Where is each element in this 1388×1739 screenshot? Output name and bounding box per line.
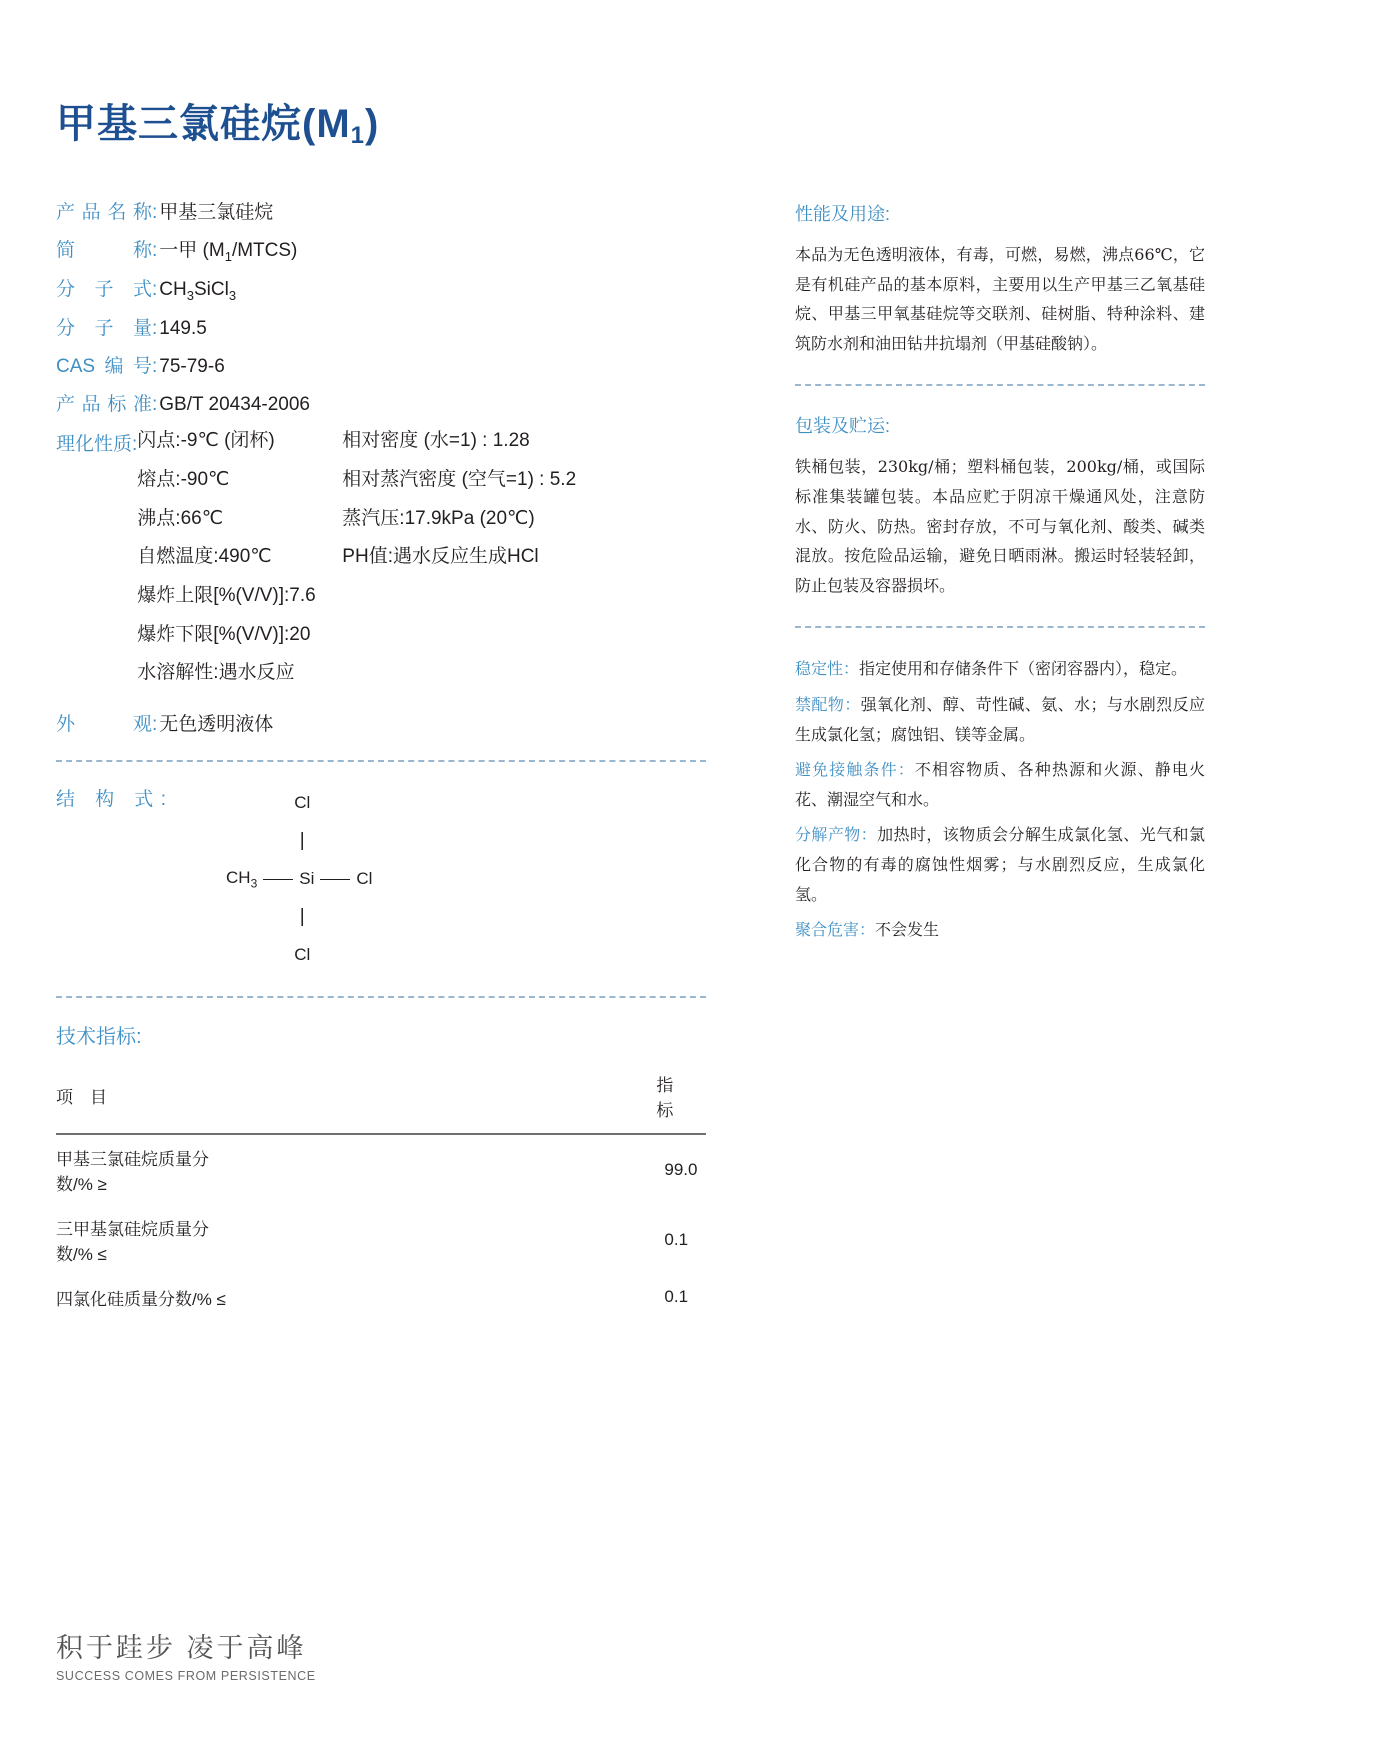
safety-incompatible bbox=[795, 690, 1205, 749]
phys-item: 沸点:66℃ bbox=[137, 507, 224, 529]
field-label: 简 称 bbox=[56, 239, 152, 261]
phys-item: 蒸汽压:17.9kPa (20℃) bbox=[342, 507, 535, 529]
structure-atom-left: $CH_3$ bbox=[226, 867, 258, 890]
field-value: 一甲 $(M_1/MTCS)$ bbox=[159, 239, 298, 264]
structure-bond-vertical-top: | bbox=[299, 830, 305, 852]
safety-label: 避免接触条件： bbox=[795, 760, 915, 780]
structure-diagram bbox=[226, 784, 372, 974]
safety-text: 加热时，该物质会分解生成氯化氢、光气和氯化合物的有毒的腐蚀性烟雾；与水剧烈反应，生成氯化氢。 bbox=[795, 825, 1205, 904]
table-header-row bbox=[56, 1071, 706, 1134]
table-cell-item: 三甲基氯硅烷质量分数/% ≤ bbox=[56, 1219, 209, 1264]
physical-col-2 bbox=[342, 429, 672, 700]
field-colon: : bbox=[152, 202, 158, 223]
field-product-name bbox=[56, 200, 706, 226]
table-header-item: 项 目 bbox=[56, 1088, 107, 1108]
phys-item: 水溶解性:遇水反应 bbox=[137, 662, 295, 684]
field-colon: : bbox=[152, 278, 158, 300]
tech-spec-table bbox=[56, 1071, 706, 1314]
field-label: 分 子 式 bbox=[56, 278, 152, 300]
field-colon: : bbox=[152, 239, 158, 261]
page-title-tail: ) bbox=[365, 102, 380, 146]
field-label: 分 子 量 bbox=[56, 318, 152, 340]
table-header-spec: 指 标 bbox=[656, 1075, 691, 1120]
structure-middle-row bbox=[226, 860, 372, 898]
table-cell-spec: 0.1 bbox=[664, 1287, 689, 1307]
performance-text: 本品为无色透明液体，有毒，可燃，易燃，沸点66℃，它是有机硅产品的基本原料，主要用以生产甲基三乙氧基硅烷、甲基三甲氧基硅烷等交联剂、硅树脂、特种涂料、建筑防水剂和油田钻井抗塌剂（甲基硅酸钠）。 bbox=[795, 245, 1205, 353]
field-label: CAS编号 bbox=[56, 355, 152, 377]
page-title-main: 甲基三氯硅烷(M bbox=[56, 102, 351, 146]
phys-item: PH值:遇水反应生成HCl bbox=[342, 546, 539, 568]
field-colon: : bbox=[152, 393, 158, 415]
table-cell-item: 甲基三氯硅烷质量分数/% ≥ bbox=[56, 1149, 209, 1194]
field-label: 外 观 bbox=[56, 714, 152, 736]
footer-slogan-en: SUCCESS COMES FROM PERSISTENCE bbox=[56, 1669, 316, 1683]
field-value: GB/T 20434-2006 bbox=[159, 393, 310, 415]
structure-atom-center: Si bbox=[299, 869, 315, 889]
divider bbox=[795, 626, 1205, 628]
phys-item: 相对蒸汽密度 (空气=1) : 5.2 bbox=[342, 468, 577, 490]
structure-bond-left bbox=[263, 879, 293, 880]
field-molecular-formula bbox=[56, 277, 706, 304]
physical-properties bbox=[56, 429, 706, 700]
table-cell-item: 四氯化硅质量分数/% ≤ bbox=[56, 1289, 226, 1309]
field-colon: : bbox=[152, 714, 158, 736]
performance-heading: 性能及用途: bbox=[795, 204, 891, 224]
field-colon: : bbox=[152, 318, 158, 340]
structural-formula bbox=[56, 784, 706, 974]
field-molecular-weight bbox=[56, 316, 706, 342]
phys-item: 闪点:-9℃ (闭杯) bbox=[137, 430, 275, 452]
field-value: 149.5 bbox=[159, 318, 207, 340]
divider bbox=[795, 384, 1205, 386]
page-title-subscript: 1 bbox=[350, 122, 365, 149]
structure-bond-right bbox=[320, 879, 350, 880]
phys-item: 自燃温度:490℃ bbox=[137, 546, 272, 568]
field-product-standard bbox=[56, 392, 706, 418]
field-appearance bbox=[56, 712, 706, 738]
divider bbox=[56, 996, 706, 998]
table-row bbox=[56, 1275, 706, 1314]
footer-slogan-cn: 积于跬步 凌于高峰 bbox=[56, 1633, 307, 1663]
safety-label: 分解产物： bbox=[795, 825, 878, 845]
safety-avoid-contact bbox=[795, 755, 1205, 814]
safety-text: 强氧化剂、醇、苛性碱、氨、水；与水剧烈反应生成氯化氢；腐蚀铝、镁等金属。 bbox=[795, 694, 1205, 744]
physical-properties-label: 理化性质: bbox=[56, 434, 138, 456]
safety-decomposition bbox=[795, 820, 1205, 909]
field-label: 产品名称 bbox=[56, 202, 152, 223]
page-title bbox=[56, 92, 379, 149]
phys-item: 爆炸上限[%(V/V)]:7.6 bbox=[137, 585, 316, 606]
field-value: $CH_3SiCl_3$ bbox=[159, 278, 237, 303]
safety-text: 不会发生 bbox=[875, 920, 940, 940]
field-cas-number bbox=[56, 354, 706, 380]
field-value: 甲基三氯硅烷 bbox=[159, 202, 274, 223]
tech-spec-heading: 技术指标: bbox=[56, 1025, 142, 1048]
structural-formula-label: 结 构 式: bbox=[56, 788, 166, 810]
phys-item: 相对密度 (水=1) : 1.28 bbox=[342, 430, 530, 452]
phys-item: 爆炸下限[%(V/V)]:20 bbox=[137, 623, 311, 645]
safety-label: 稳定性： bbox=[795, 659, 860, 679]
safety-stability bbox=[795, 654, 1205, 684]
left-column bbox=[56, 200, 706, 1314]
table-cell-spec: 99.0 bbox=[664, 1159, 698, 1179]
packaging-text: 铁桶包装，230kg/桶；塑料桶包装，200kg/桶，或国际标准集装罐包装。本品应贮于阴凉干燥通风处，注意防水、防火、防热。密封存放，不可与氧化剂、酸类、碱类混放。按危险品运输，避免日晒雨淋。搬运时轻装轻卸，防止包装及容器损坏。 bbox=[795, 457, 1205, 595]
footer bbox=[56, 1626, 316, 1683]
table-row bbox=[56, 1205, 706, 1275]
field-value: 无色透明液体 bbox=[159, 714, 274, 736]
right-column bbox=[795, 200, 1205, 951]
packaging-heading: 包装及贮运: bbox=[795, 416, 891, 437]
structure-atom-right: Cl bbox=[356, 869, 373, 889]
safety-polymerization bbox=[795, 915, 1205, 945]
structure-atom-top: Cl bbox=[294, 793, 311, 813]
phys-item: 熔点:-90℃ bbox=[137, 468, 230, 490]
field-colon: : bbox=[152, 355, 158, 377]
divider bbox=[56, 760, 706, 762]
field-value: 75-79-6 bbox=[159, 355, 225, 377]
structure-atom-bottom: Cl bbox=[294, 945, 311, 965]
safety-label: 禁配物： bbox=[795, 694, 861, 714]
table-row bbox=[56, 1134, 706, 1205]
safety-text: 不相容物质、各种热源和火源、静电火花、潮湿空气和水。 bbox=[795, 760, 1205, 809]
structure-bond-vertical-bottom: | bbox=[299, 906, 305, 928]
safety-label: 聚合危害： bbox=[795, 920, 876, 940]
physical-col-1 bbox=[137, 429, 342, 700]
safety-text: 指定使用和存储条件下（密闭容器内），稳定。 bbox=[859, 659, 1188, 679]
field-abbreviation bbox=[56, 238, 706, 265]
field-label: 产品标准 bbox=[56, 393, 152, 415]
table-cell-spec: 0.1 bbox=[664, 1229, 689, 1249]
